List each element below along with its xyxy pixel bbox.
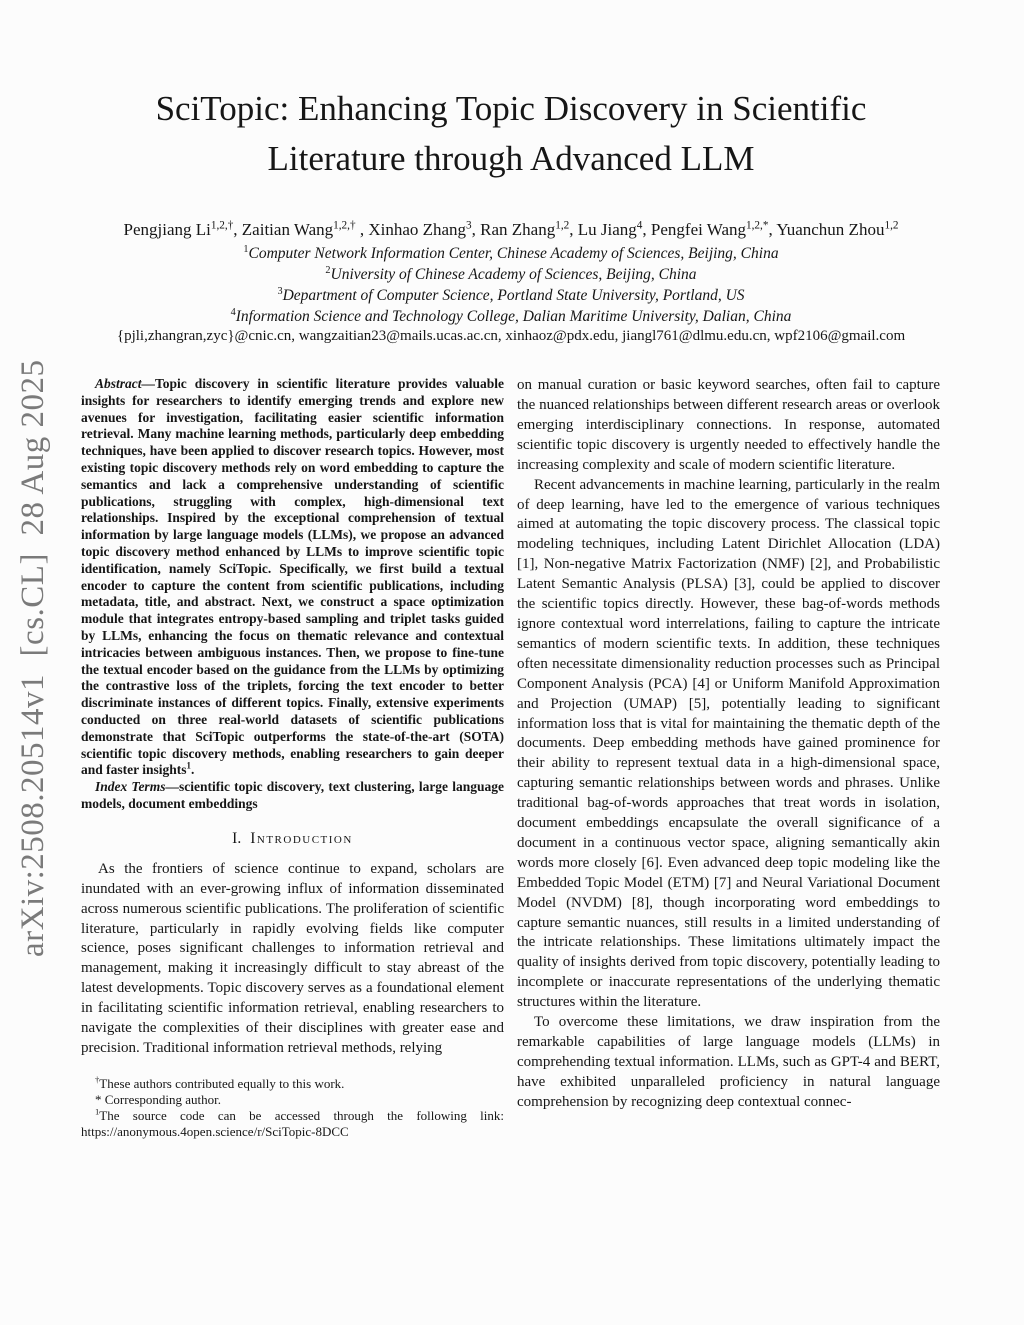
left-column xyxy=(81,376,504,1140)
body-paragraph-2: Recent advancements in machine learning, particularly in the realm of deep learning, have led to the emergence of various techniques aimed at automating the topic discovery process. The classical topic modeling techniques, including Latent Dirichlet Allocation (LDA) [1], Non-negative Matrix Factorization (NMF) [2], and Probabilistic Latent Semantic Analysis (PLSA) [3], could be applied to discover the scientific topics directly. However, these bag-of-words methods ignore contextual word interrelations, failing to capture the intricate semantics of modern scientific texts. In addition, these techniques often necessitate dimensionality reduction processes such as Principal Component Analysis (PCA) [4] or Uniform Manifold Approximation and Projection (UMAP) [5], potentially leading to significant information loss that is vital for maintaining the thematic depth of the documents. Deep embedding methods have gained prominence for their ability to represent textual data in a high-dimensional space, capturing semantic relationships between words and phrases. Unlike traditional bag-of-words approaches that treat words in isolation, document embeddings encapsulate the overall significance of a document in a continuous vector space, aligning semantically akin words more closely [6]. Even advanced deep topic modeling like the Embedded Topic Model (ETM) [7] and Neural Variational Document Model (NVDM) [8], though incorporating word embeddings to capture semantic nuances, still results in a limited understanding of the intricate relationships. These limitations ultimately impact the quality of insights derived from topic discovery, potentially leading to incomplete or inaccurate representations of the underlying thematic structures within the literature. xyxy=(517,476,940,1011)
author xyxy=(124,220,242,239)
affiliation-number: 2 xyxy=(325,264,331,276)
paper-title-line1: SciTopic: Enhancing Topic Discovery in Scientific xyxy=(155,89,867,128)
footnote-dagger-mark: † xyxy=(95,1074,100,1085)
footnotes xyxy=(81,1076,504,1140)
index-terms-paragraph xyxy=(81,779,504,813)
author xyxy=(776,220,898,239)
index-terms-label: Index Terms— xyxy=(95,779,179,795)
index-terms-text: scientific topic discovery, text clustering, large language models, document embeddings xyxy=(81,779,504,812)
author-separator: , xyxy=(355,220,369,240)
footnote-code-text: The source code can be accessed through the following link: xyxy=(99,1107,504,1123)
author-superscript: 4 xyxy=(636,219,643,232)
affiliation-number: 4 xyxy=(230,306,236,318)
affiliation-line xyxy=(81,243,941,264)
intro-paragraph-1: As the frontiers of science continue to expand, scholars are inundated with an ever-growing influx of information disseminated across numerous scientific publications. The proliferation of scientific literature, particularly in rapidly evolving fields like computer science, poses significant challenges to information retrieval and management, making it increasingly difficult to stay abreast of the latest developments. Topic discovery serves as a foundational element in facilitating scientific information retrieval, enabling researchers to navigate the complexities of their disciplines with greater ease and precision. Traditional information retrieval methods, relying xyxy=(81,860,504,1056)
author-superscript: 1,2,* xyxy=(746,219,769,232)
authors-line xyxy=(81,220,941,240)
author xyxy=(651,220,776,239)
right-column xyxy=(517,376,940,1140)
author-superscript: 3 xyxy=(466,219,472,232)
paper-title xyxy=(81,84,941,184)
body-paragraph-continuation: on manual curation or basic keyword searches, often fail to capture the nuanced relationships between different research areas or overlook emerging interdisciplinary connections. In response, automated scientific topic discovery is urgently needed to effectively handle the increasing complexity and scale of modern scientific literature. xyxy=(517,377,940,473)
author-name: Yuanchun Zhou xyxy=(776,220,885,240)
author-superscript: 1,2 xyxy=(884,219,899,232)
author xyxy=(480,220,578,239)
author-name: Ran Zhang xyxy=(480,220,556,240)
affiliation-line xyxy=(81,285,941,306)
abstract-text: Topic discovery in scientific literature provides valuable insights for researchers to identify emerging trends and explore new avenues for investigation, facilitating easier scientific information retrieval. Many machine learning methods, particularly deep embedding techniques, have been applied to discover research topics. However, most existing topic discovery methods rely on word embedding to capture the semantics and lack a comprehensive understanding of scientific publications, struggling with complex, high-dimensional text relationships. Inspired by the exceptional comprehension of textual information by large language models (LLMs), we propose an advanced topic discovery method enhanced by LLMs to improve scientific topic identification, namely SciTopic. Specifically, we first build a textual encoder to capture the content from scientific publications, including metadata, title, and abstract. Next, we construct a space optimization module that integrates entropy-based sampling and triplet tasks guided by LLMs, enhancing the focus on thematic relevance and contextual intricacies between ambiguous instances. Then, we propose to fine-tune the textual encoder based on the guidance from the LLMs by optimizing the contrastive loss of the triplets, forcing the text encoder to better discriminate instances of different topics. Finally, extensive experiments conducted on three real-world datasets of scientific publications demonstrate that SciTopic outperforms the state-of-the-art (SOTA) scientific topic discovery methods, enabling researchers to gain deeper and faster insights xyxy=(81,376,504,778)
footnote-asterisk-mark: * xyxy=(95,1091,102,1107)
abstract-label: Abstract— xyxy=(95,376,156,392)
affiliation-text: Information Science and Technology College, Dalian Maritime University, Dalian, China xyxy=(235,308,792,326)
affiliation-number: 3 xyxy=(277,285,283,297)
author-separator: , xyxy=(471,220,481,240)
abstract-tail: . xyxy=(190,762,195,778)
arxiv-watermark: arXiv:2508.20514v1 [cs.CL] 28 Aug 2025 xyxy=(15,359,51,957)
section-title: Introduction xyxy=(250,829,353,847)
author-name: Pengjiang Li xyxy=(123,220,211,240)
author-separator: , xyxy=(233,220,242,240)
footnote-number-mark: 1 xyxy=(95,1106,100,1117)
section-heading-introduction xyxy=(81,830,504,848)
affiliation-line xyxy=(81,264,941,285)
section-number: I. xyxy=(232,829,242,847)
abstract-paragraph xyxy=(81,376,504,779)
author-separator: , xyxy=(569,220,578,240)
footnote-corresponding-text: Corresponding author. xyxy=(101,1091,222,1107)
author xyxy=(242,220,369,239)
body-paragraph-3: To overcome these limitations, we draw inspiration from the remarkable capabilities of large language models (LLMs) in comprehending textual information. LLMs, such as GPT-4 and BERT, have exhibited unparalleled proficiency in natural language comprehension by recognizing deep contextual connec- xyxy=(517,1014,940,1110)
affiliations xyxy=(81,243,941,327)
author-name: Pengfei Wang xyxy=(650,220,747,240)
author-superscript: 1,2,† xyxy=(333,219,356,232)
author xyxy=(368,220,480,239)
footnote-equal-contribution xyxy=(81,1076,504,1092)
two-column-body xyxy=(81,376,941,1140)
author-name: Xinhao Zhang xyxy=(368,220,467,240)
source-code-link[interactable]: https://anonymous.4open.science/r/SciTopic-8DCC xyxy=(81,1123,349,1139)
author-name: Zaitian Wang xyxy=(241,220,334,240)
author-superscript: 1,2,† xyxy=(210,219,234,232)
footnote-source-code xyxy=(81,1108,504,1140)
author-superscript: 1,2 xyxy=(555,219,570,232)
paper-title-line2: Literature through Advanced LLM xyxy=(267,139,755,179)
emails-line: {pjli,zhangran,zyc}@cnic.cn, wangzaitian23@mails.ucas.ac.cn, xinhaoz@pdx.edu, jiangl761@dlmu.edu.cn, wpf2106@gmail.com xyxy=(116,328,906,345)
affiliation-text: University of Chinese Academy of Sciences, Beijing, China xyxy=(330,266,697,284)
footnote-corresponding-author xyxy=(81,1092,504,1108)
affiliation-number: 1 xyxy=(243,243,249,255)
abstract-footnote-mark: 1 xyxy=(186,760,191,771)
affiliation-text: Computer Network Information Center, Chinese Academy of Sciences, Beijing, China xyxy=(248,245,779,263)
affiliation-text: Department of Computer Science, Portland State University, Portland, US xyxy=(282,287,745,305)
author-separator: , xyxy=(642,220,651,240)
author xyxy=(578,220,651,239)
affiliation-line xyxy=(81,306,941,327)
author-separator: , xyxy=(768,220,777,240)
author-name: Lu Jiang xyxy=(577,220,637,240)
footnote-equal-text: These authors contributed equally to this work. xyxy=(99,1075,345,1091)
